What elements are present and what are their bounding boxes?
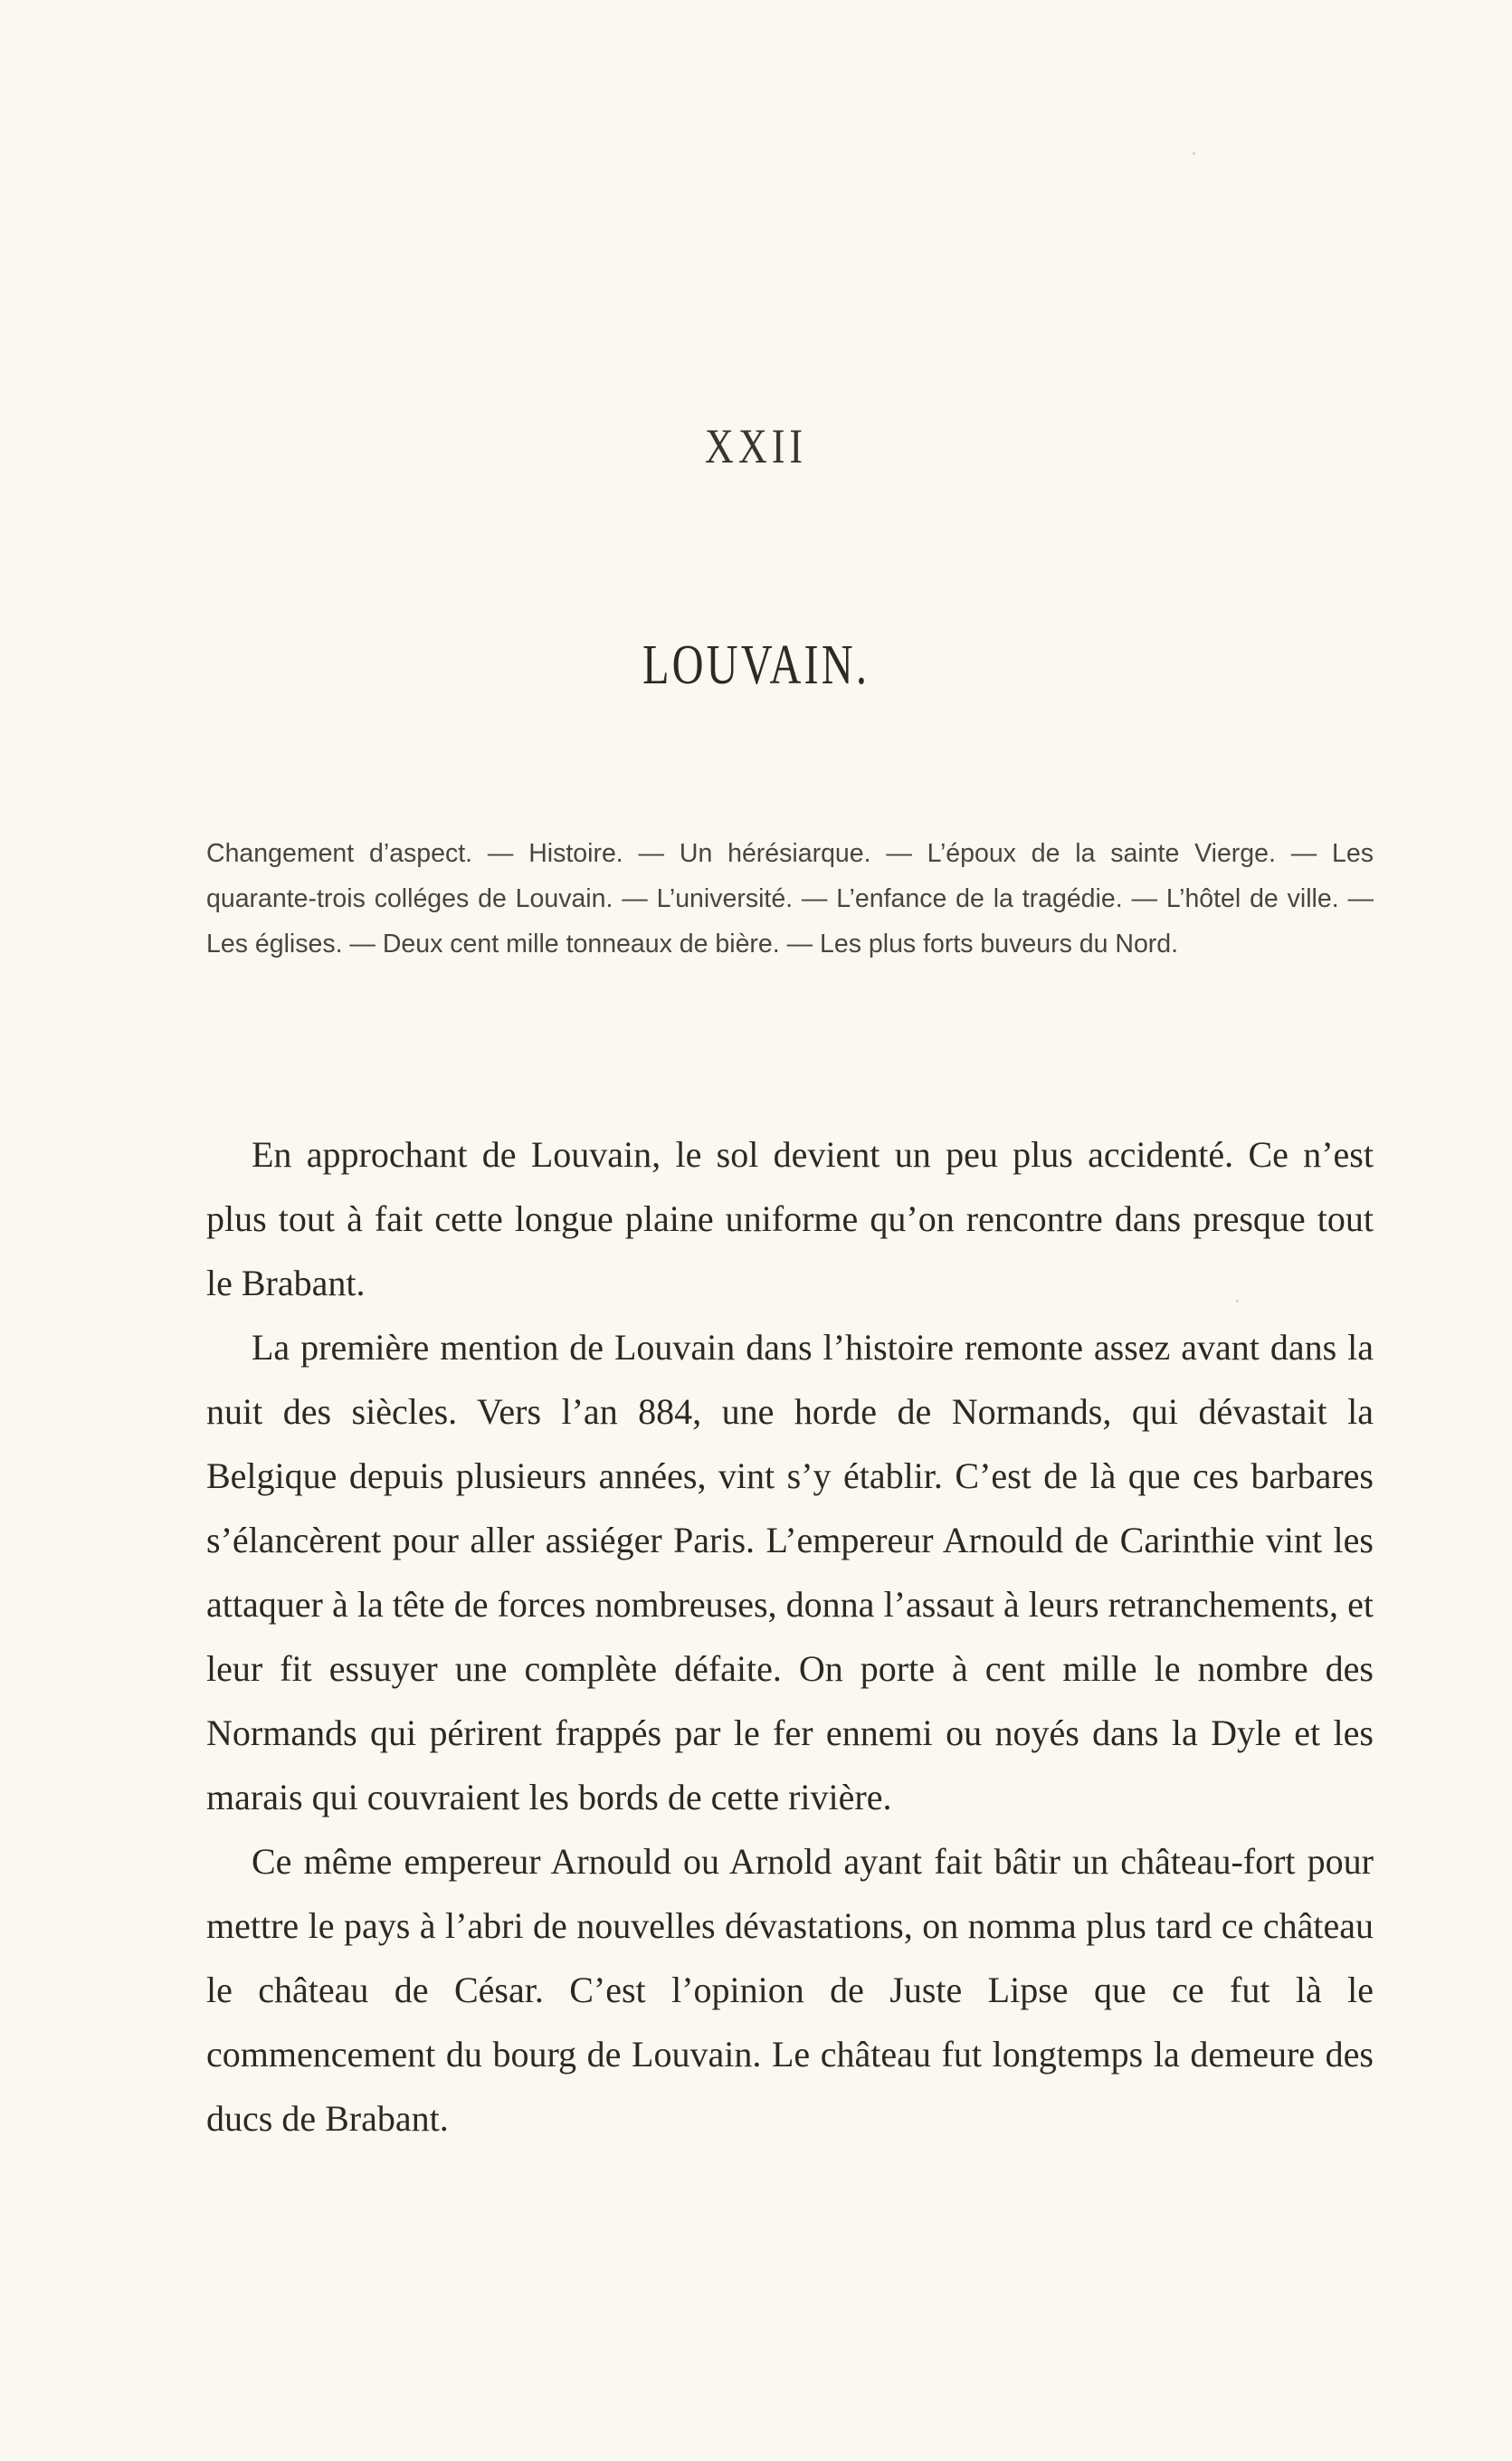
body-paragraph-1: En approchant de Louvain, le sol devient un peu plus accidenté. Ce n’est plus tout à fait cette longue plaine uniforme qu’on rencontre dans presque tout le Brabant. [206, 1134, 1374, 1303]
body-paragraph-2: La première mention de Louvain dans l’histoire remonte assez avant dans la nuit des siècles. Vers l’an 884, une horde de Normands, qui dévastait la Belgique depuis plusieurs années, vint s’y établir. C’est de là que ces barbares s’élancèrent pour aller assiéger Paris. L’empereur Arnould de Carinthie vint les attaquer à la tête de forces nombreuses, donna l’assaut à leurs retranchements, et leur fit essuyer une complète défaite. On porte à cent mille le nombre des Normands qui périrent frappés par le fer ennemi ou noyés dans la Dyle et les marais qui couvraient les bords de cette rivière. [206, 1327, 1374, 1817]
paper-speck [1236, 1300, 1239, 1302]
chapter-body [206, 1122, 1374, 2151]
body-paragraph-3: Ce même empereur Arnould ou Arnold ayant fait bâtir un château-fort pour mettre le pays à l’abri de nouvelles dévastations, on nomma plus tard ce château le château de César. C’est l’opinion de Juste Lipse que ce fut là le commencement du bourg de Louvain. Le château fut longtemps la demeure des ducs de Brabant. [206, 1841, 1374, 2139]
chapter-number: XXII [704, 419, 808, 473]
chapter-summary: Changement d’aspect. — Histoire. — Un hérésiarque. — L’époux de la sainte Vierge. — Les quarante-trois colléges de Louvain. — L’université. — L’enfance de la tragédie. — L’hôtel de ville. — Les églises. — Deux cent mille tonneaux de bière. — Les plus forts buveurs du Nord. [206, 839, 1374, 959]
chapter-title: LOUVAIN. [642, 634, 870, 696]
paper-speck [1193, 152, 1195, 155]
